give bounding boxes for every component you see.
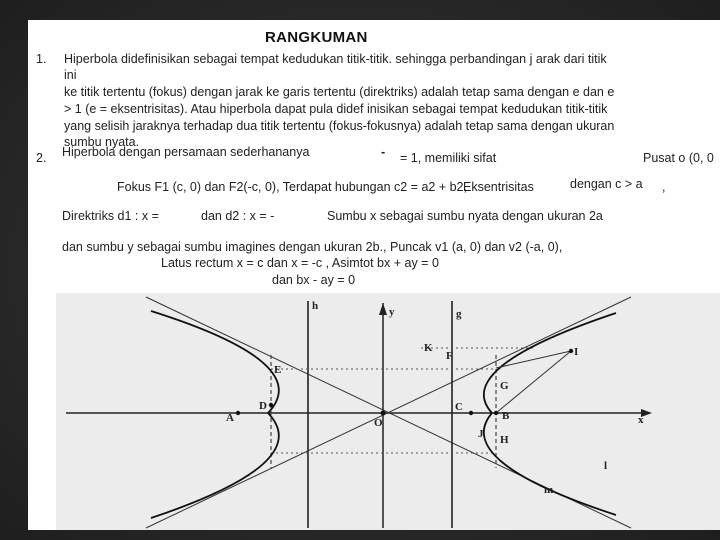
label-I: I <box>574 346 579 358</box>
point-I <box>569 349 573 353</box>
page-title: RANGKUMAN <box>265 29 368 46</box>
label-h: h <box>312 300 319 312</box>
item2-minus: - <box>381 145 386 159</box>
item2-asimtot2: dan bx - ay = 0 <box>272 273 356 287</box>
point-A <box>236 411 240 415</box>
label-E: E <box>274 364 282 376</box>
label-B: B <box>502 410 510 422</box>
item2-number: 2. <box>36 151 47 165</box>
point-C <box>469 411 473 415</box>
label-A: A <box>226 412 234 424</box>
label-g: g <box>456 308 462 320</box>
label-l: l <box>604 460 608 472</box>
item1-line-5: yang selisih jaraknya terhadap dua titik tertentu (fokus-fokusnya) adalah tetap sama dengan ukuran <box>64 119 615 133</box>
item1-number: 1. <box>36 52 47 66</box>
label-m: m <box>544 484 554 496</box>
item2-latus: Latus rectum x = c dan x = -c , Asimtot bx + ay = 0 <box>161 256 439 270</box>
item2-fokus: Fokus F1 (c, 0) dan F2(-c, 0), Terdapat hubungan c2 = a2 + b2, <box>117 180 467 194</box>
item1-line-2: ini <box>64 68 77 82</box>
item2-eksentrisitas: Eksentrisitas <box>463 180 534 194</box>
item2-equals: = 1, memiliki sifat <box>400 151 497 165</box>
item2-comma: , <box>662 180 666 194</box>
point-B <box>494 411 498 415</box>
hyperbola-left-branch <box>151 311 282 518</box>
label-x: x <box>638 414 644 426</box>
label-y: y <box>389 306 395 318</box>
label-F: F <box>446 350 453 362</box>
hyperbola-diagram <box>56 293 720 530</box>
item1-line-6: sumbu nyata. <box>64 135 140 149</box>
item2-intro: Hiperbola dengan persamaan sederhananya <box>62 145 310 159</box>
item1-line-3: ke titik tertentu (fokus) dengan jarak ke garis tertentu (direktriks) adalah tetap sama dengan e dan e <box>64 85 615 99</box>
item2-sumbu-x: Sumbu x sebagai sumbu nyata dengan ukuran 2a <box>327 209 603 223</box>
item2-direktriks-d2: dan d2 : x = - <box>201 209 275 223</box>
item1-line-1: Hiperbola didefinisikan sebagai tempat kedudukan titik-titik. sehingga perbandingan j arak dari titik <box>64 52 607 66</box>
item2-dengan: dengan c > a <box>570 177 643 191</box>
item2-sumbu-y: dan sumbu y sebagai sumbu imagines dengan ukuran 2b., Puncak v1 (a, 0) dan v2 (-a, 0), <box>62 240 563 254</box>
point-D <box>269 403 273 407</box>
focal-line-1 <box>496 351 571 368</box>
item2-pusat: Pusat o (0, 0 <box>643 151 714 165</box>
label-O: O <box>374 417 383 429</box>
label-K: K <box>424 342 433 354</box>
label-J: J <box>478 428 484 440</box>
hyperbola-figure <box>56 293 720 530</box>
y-axis-arrow <box>379 303 387 315</box>
label-C: C <box>455 401 463 413</box>
label-G: G <box>500 380 509 392</box>
item1-line-4: > 1 (e = eksentrisitas). Atau hiperbola dapat pula didef inisikan sebagai tempat kedudukan titik-titik <box>64 102 608 116</box>
point-O <box>381 411 386 416</box>
item2-direktriks-d1: Direktriks d1 : x = <box>62 209 159 223</box>
label-D: D <box>259 400 267 412</box>
label-H: H <box>500 434 509 446</box>
